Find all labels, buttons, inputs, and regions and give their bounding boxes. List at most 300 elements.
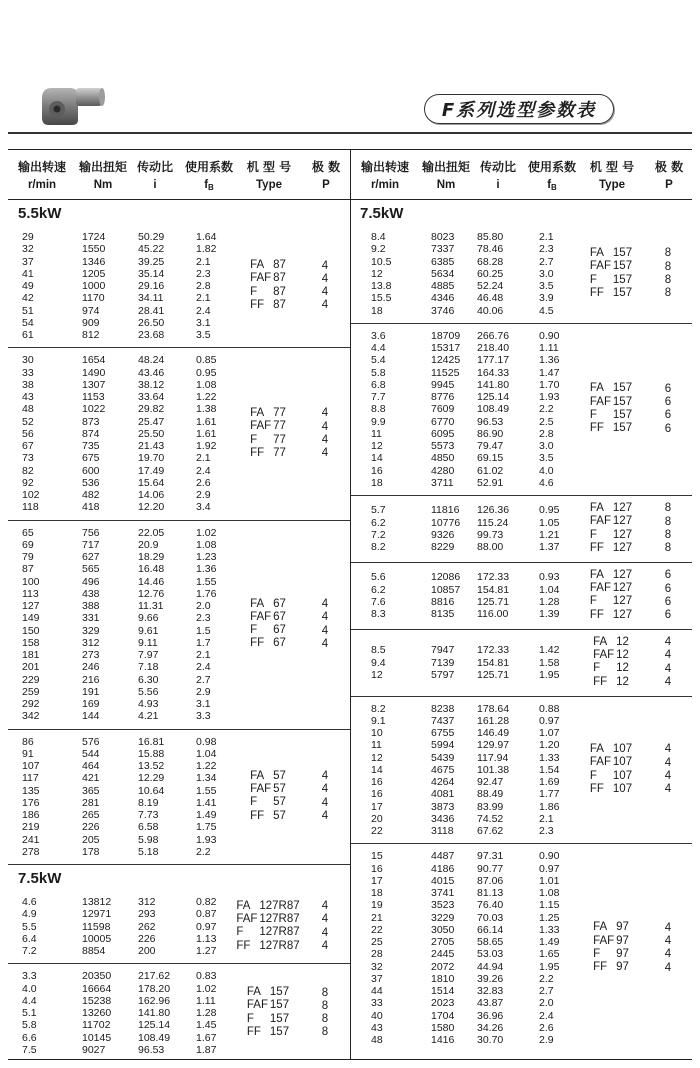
table-row (351, 644, 565, 656)
table-row (351, 608, 565, 620)
model-type-column (565, 247, 657, 301)
output-torque-cell: 438 (82, 587, 100, 600)
service-factor-cell: 1.82 (196, 243, 217, 256)
group-rows (351, 703, 565, 838)
output-torque-cell: 812 (82, 329, 100, 341)
service-factor-cell: 0.98 (196, 735, 217, 748)
output-speed-cell: 69 (22, 538, 34, 551)
ratio-cell: 146.49 (477, 727, 510, 740)
group-rows (351, 644, 565, 681)
ratio-cell: 154.81 (477, 583, 510, 596)
output-speed-cell: 5.8 (371, 366, 386, 379)
service-factor-cell: 1.39 (539, 608, 560, 621)
ratio-cell: 125.71 (477, 668, 510, 681)
model-type-series: FF (250, 637, 268, 650)
ratio-cell: 19.70 (138, 452, 165, 465)
group-rows (351, 231, 565, 317)
table-row (8, 674, 222, 686)
table-row (351, 715, 565, 727)
service-factor-cell: 1.11 (539, 342, 559, 354)
service-factor-cell: 3.0 (539, 440, 554, 452)
pole-count: 4 (664, 649, 672, 662)
model-type-series: FF (246, 1026, 265, 1039)
output-speed-cell: 8.2 (371, 541, 386, 554)
output-speed-cell: 33 (371, 997, 383, 1010)
ratio-cell: 116.00 (477, 608, 509, 621)
table-row (8, 292, 222, 304)
output-speed-cell: 32 (371, 960, 383, 973)
service-factor-cell: 1.34 (196, 772, 217, 785)
model-type (250, 259, 286, 272)
output-torque-cell: 7139 (431, 656, 455, 669)
model-type (236, 926, 299, 939)
service-factor-cell: 0.93 (539, 571, 560, 584)
pole-count-column (314, 260, 336, 313)
ratio-cell: 177.17 (477, 354, 510, 367)
model-type-size: 57 (273, 769, 286, 782)
output-torque-cell: 265 (82, 809, 100, 821)
service-factor-cell: 1.93 (539, 391, 560, 403)
output-speed-cell: 6.2 (371, 516, 386, 529)
model-type (590, 515, 632, 528)
model-type-size: 57 (273, 809, 286, 822)
output-speed-cell: 37 (22, 255, 34, 268)
table-row (8, 945, 222, 957)
output-torque-cell: 18709 (431, 329, 461, 342)
header-service-factor-unit (181, 177, 237, 193)
model-type-series: FAF (246, 999, 268, 1012)
model-type-series: FF (589, 286, 608, 299)
output-torque-cell: 8023 (431, 231, 455, 243)
header-model-type-unit (239, 177, 299, 193)
output-speed-cell: 6.4 (22, 932, 37, 945)
output-torque-cell: 874 (82, 427, 100, 440)
pole-count: 4 (321, 447, 329, 460)
header-service-factor-unit-text: f (547, 179, 552, 191)
model-type-series: FF (250, 809, 268, 822)
model-type-list (590, 502, 632, 555)
output-torque-cell: 8776 (431, 391, 455, 403)
ratio-cell: 125.71 (477, 595, 510, 608)
model-type (590, 569, 632, 582)
pole-count: 6 (664, 422, 672, 435)
table-row (8, 1044, 222, 1056)
model-type-series: F (589, 528, 601, 541)
model-type (590, 274, 632, 287)
model-type-series: F (250, 796, 261, 809)
header-output-speed-label: 输出转速 (360, 160, 409, 174)
service-factor-cell: 2.6 (196, 476, 211, 489)
model-type (236, 913, 299, 926)
output-torque-cell: 909 (82, 316, 100, 329)
model-type-series: F (593, 948, 604, 961)
output-torque-cell: 13812 (82, 896, 112, 908)
model-type-size: 127 (612, 528, 633, 541)
pole-count: 4 (664, 743, 672, 756)
ratio-cell: 34.11 (138, 292, 164, 305)
service-factor-cell: 2.1 (196, 452, 211, 465)
output-speed-cell: 158 (22, 636, 40, 649)
output-torque-cell: 3746 (431, 304, 455, 317)
output-torque-cell: 627 (82, 551, 100, 563)
service-factor-cell: 1.93 (196, 833, 217, 846)
service-factor-cell: 1.04 (196, 747, 217, 760)
model-type (247, 999, 289, 1012)
selection-group (351, 630, 692, 697)
ratio-cell: 11.31 (138, 600, 164, 612)
table-row (8, 452, 222, 464)
output-torque-cell: 7437 (431, 714, 455, 727)
output-torque-cell: 1205 (82, 267, 106, 280)
output-speed-cell: 16 (371, 776, 383, 789)
model-type-series: FA (250, 769, 267, 782)
output-speed-cell: 3.6 (371, 329, 386, 342)
pole-count: 4 (664, 770, 672, 783)
output-torque-cell: 600 (82, 464, 100, 477)
model-type (590, 542, 632, 555)
service-factor-cell: 2.9 (196, 685, 211, 698)
output-speed-cell: 127 (22, 600, 40, 612)
service-factor-cell: 2.1 (539, 812, 554, 825)
selection-group (8, 348, 350, 520)
ratio-cell: 33.64 (138, 391, 165, 403)
model-type-series: FA (250, 597, 267, 610)
model-type (593, 662, 629, 675)
table-row (8, 933, 222, 945)
column-header (351, 150, 692, 200)
model-type-series: FAF (589, 582, 611, 595)
model-type-size: 107 (612, 743, 633, 756)
table-row (351, 973, 565, 985)
model-type-series: FF (250, 446, 268, 459)
output-speed-cell: 9.2 (371, 243, 386, 256)
output-speed-cell: 48 (371, 1034, 383, 1047)
service-factor-cell: 2.8 (196, 280, 211, 292)
output-speed-cell: 7.2 (371, 528, 386, 541)
model-type (590, 260, 632, 273)
output-speed-cell: 8.3 (371, 608, 386, 621)
table-row (8, 256, 222, 268)
output-torque-cell: 873 (82, 415, 100, 428)
model-type-size: 157 (269, 1012, 290, 1025)
output-speed-cell: 21 (371, 911, 383, 924)
model-type (593, 948, 629, 961)
table-row (351, 342, 565, 354)
table-row (8, 428, 222, 440)
table-row (351, 887, 565, 899)
model-type-series: FAF (593, 649, 615, 662)
ratio-cell: 81.13 (477, 887, 504, 900)
ratio-cell: 78.46 (477, 243, 504, 256)
model-type-column (222, 259, 314, 313)
page-title (424, 94, 614, 124)
output-speed-cell: 8.8 (371, 403, 386, 416)
model-type (590, 287, 632, 300)
table-row (351, 727, 565, 739)
pole-count: 4 (664, 756, 672, 769)
pole-count-column (657, 636, 679, 689)
service-factor-cell: 2.4 (539, 1009, 554, 1022)
output-torque-cell: 8135 (431, 608, 455, 621)
header-service-factor-subscript: B (551, 183, 557, 192)
table-row (351, 477, 565, 489)
model-type-size: 12 (616, 662, 629, 675)
service-factor-cell: 1.58 (539, 656, 560, 669)
output-speed-cell: 16 (371, 862, 383, 875)
table-row (351, 403, 565, 415)
output-speed-cell: 100 (22, 575, 40, 588)
ratio-cell: 141.80 (477, 378, 510, 391)
service-factor-cell: 1.49 (539, 936, 560, 949)
table-row (351, 1034, 565, 1046)
table-row (8, 243, 222, 255)
table-row (351, 584, 565, 596)
model-type-size: 97 (616, 934, 629, 947)
table-row (8, 809, 222, 821)
model-type-series: FA (589, 502, 607, 514)
output-torque-cell: 312 (82, 636, 100, 649)
model-type-size: 12 (616, 675, 629, 688)
model-type-size: 127R87 (259, 926, 300, 939)
selection-group (351, 563, 692, 630)
table-row (8, 465, 222, 477)
model-type (593, 921, 629, 934)
ratio-cell: 5.18 (138, 845, 159, 858)
output-torque-cell: 1346 (82, 255, 106, 268)
output-speed-cell: 29 (22, 231, 34, 243)
output-torque-cell: 4280 (431, 464, 455, 477)
ratio-cell: 12.29 (138, 772, 165, 785)
ratio-cell: 28.41 (138, 304, 165, 317)
service-factor-cell: 2.7 (539, 255, 554, 268)
header-ratio-unit (475, 177, 521, 193)
service-factor-cell: 0.95 (539, 504, 560, 517)
pole-count: 8 (664, 273, 672, 286)
output-torque-cell: 464 (82, 760, 100, 772)
parameter-table (8, 149, 692, 1060)
output-speed-cell: 48 (22, 403, 34, 416)
model-type (247, 1026, 289, 1039)
model-type (590, 422, 632, 435)
service-factor-cell: 2.3 (196, 612, 211, 625)
ratio-cell: 217.62 (138, 970, 171, 983)
service-factor-cell: 1.33 (539, 751, 560, 764)
table-row (351, 948, 565, 960)
output-torque-cell: 1724 (82, 231, 106, 243)
service-factor-cell: 1.37 (539, 541, 560, 554)
service-factor-cell: 1.20 (539, 739, 560, 752)
pole-count: 4 (321, 286, 329, 299)
table-row (351, 1010, 565, 1022)
header-output-speed-unit (13, 177, 71, 193)
table-row (8, 576, 222, 588)
ratio-cell: 293 (138, 908, 156, 921)
model-type (590, 529, 632, 542)
table-row (8, 785, 222, 797)
ratio-cell: 46.48 (477, 292, 504, 305)
output-speed-cell: 91 (22, 747, 34, 760)
table-row (351, 596, 565, 608)
output-torque-cell: 496 (82, 575, 100, 588)
model-type (236, 900, 299, 913)
table-row (351, 985, 565, 997)
model-type (590, 502, 632, 515)
output-torque-cell: 4850 (431, 452, 455, 465)
service-factor-cell: 1.13 (196, 932, 217, 945)
output-torque-cell: 421 (82, 772, 100, 785)
model-type (590, 582, 632, 595)
model-type-size: 157 (269, 1026, 290, 1039)
ratio-cell: 30.70 (477, 1034, 504, 1047)
service-factor-cell: 0.95 (196, 366, 217, 379)
output-speed-cell: 176 (22, 796, 40, 809)
output-speed-cell: 5.7 (371, 504, 386, 517)
output-speed-cell: 52 (22, 415, 34, 428)
service-factor-cell: 1.28 (539, 595, 560, 608)
output-torque-cell: 1514 (431, 985, 455, 998)
header-model-type-unit-text: Type (599, 179, 625, 191)
ratio-cell: 154.81 (477, 656, 510, 669)
ratio-cell: 58.65 (477, 936, 504, 949)
table-row (351, 739, 565, 751)
header-pole-count-unit (649, 177, 689, 193)
output-speed-cell: 43 (371, 1021, 383, 1034)
ratio-cell: 83.99 (477, 800, 504, 813)
selection-group (8, 730, 350, 866)
pole-count: 4 (664, 935, 672, 948)
model-type-list (250, 259, 286, 312)
model-type-series: FA (250, 406, 267, 419)
pole-count: 6 (664, 382, 672, 395)
pole-count-column (314, 407, 336, 460)
ratio-cell: 23.68 (138, 329, 165, 341)
ratio-cell: 35.14 (138, 267, 165, 280)
model-type-list (590, 247, 632, 300)
output-speed-cell: 56 (22, 427, 34, 440)
pole-count: 4 (321, 624, 329, 637)
service-factor-cell: 1.47 (539, 366, 560, 379)
model-type-list (250, 407, 286, 460)
header-output-speed-unit (356, 177, 414, 193)
header-output-torque-label: 输出扭矩 (78, 160, 127, 174)
ratio-cell: 141.80 (138, 1007, 171, 1019)
output-speed-cell: 10.5 (371, 255, 392, 268)
service-factor-cell: 2.1 (196, 292, 211, 305)
output-torque-cell: 9027 (82, 1043, 106, 1056)
output-torque-cell: 717 (82, 538, 100, 551)
output-speed-cell: 33 (22, 366, 34, 379)
ratio-cell: 12.76 (138, 587, 165, 600)
model-type-column (222, 900, 314, 954)
pole-count: 6 (664, 609, 672, 622)
pole-count: 4 (321, 637, 329, 650)
pole-count: 8 (664, 247, 672, 260)
ratio-cell: 52.91 (477, 476, 504, 489)
header-output-torque-unit-text: Nm (93, 179, 113, 191)
model-type-size: 67 (273, 624, 286, 637)
table-row (8, 354, 222, 366)
output-torque-cell: 5573 (431, 440, 455, 452)
model-type-column (222, 986, 314, 1040)
service-factor-cell: 4.6 (539, 476, 554, 489)
output-speed-cell: 14 (371, 452, 383, 465)
header-ratio-label: 传动比 (136, 160, 173, 174)
pole-count: 6 (664, 409, 672, 422)
ratio-cell: 48.24 (138, 354, 165, 367)
model-type (250, 407, 286, 420)
ratio-cell: 66.14 (477, 923, 504, 936)
header-pole-count-unit (306, 177, 346, 193)
ratio-cell: 6.30 (138, 673, 159, 686)
ratio-cell: 79.47 (477, 440, 504, 452)
ratio-cell: 164.33 (477, 366, 510, 379)
ratio-cell: 108.49 (477, 403, 510, 416)
model-type (250, 770, 286, 783)
table-row (8, 501, 222, 513)
table-row (351, 669, 565, 681)
service-factor-cell: 1.08 (539, 887, 560, 900)
service-factor-cell: 2.3 (539, 243, 554, 256)
output-speed-cell: 20 (371, 812, 383, 825)
model-type-size: 127 (612, 541, 633, 554)
output-torque-cell: 205 (82, 833, 100, 846)
header-ratio-unit (132, 177, 178, 193)
table-row (351, 813, 565, 825)
output-torque-cell: 4885 (431, 280, 455, 292)
model-type (590, 770, 632, 783)
service-factor-cell: 1.21 (539, 528, 560, 541)
output-speed-cell: 117 (22, 772, 39, 785)
output-torque-cell: 3436 (431, 812, 455, 825)
table-row (8, 231, 222, 243)
service-factor-cell: 2.0 (539, 997, 554, 1010)
group-rows (8, 354, 222, 513)
service-factor-cell: 2.6 (539, 1021, 554, 1034)
pole-count: 8 (664, 502, 672, 515)
pole-count: 4 (664, 948, 672, 961)
ratio-cell: 26.50 (138, 316, 165, 329)
model-type-list (593, 921, 629, 974)
ratio-cell: 68.28 (477, 255, 504, 268)
output-torque-cell: 11598 (82, 920, 111, 933)
ratio-cell: 312 (138, 896, 156, 908)
model-type-size: 127 (612, 582, 633, 595)
output-torque-cell: 331 (82, 612, 100, 625)
model-type-size: 67 (273, 637, 286, 650)
output-speed-cell: 4.0 (22, 982, 37, 995)
header-model-type-label: 机 型 号 (246, 160, 292, 174)
table-row (8, 612, 222, 624)
service-factor-cell: 1.41 (196, 796, 217, 809)
output-speed-cell: 16 (371, 464, 383, 477)
model-type (250, 272, 286, 285)
output-torque-cell: 4487 (431, 850, 455, 863)
ratio-cell: 96.53 (477, 415, 504, 428)
output-torque-cell: 1654 (82, 354, 106, 367)
output-speed-cell: 181 (22, 649, 40, 661)
header-service-factor-unit-text: f (204, 179, 209, 191)
pole-count: 4 (321, 299, 329, 312)
pole-count: 4 (321, 272, 329, 285)
ratio-cell: 125.14 (138, 1019, 171, 1032)
ratio-cell: 10.64 (138, 784, 165, 797)
output-speed-cell: 219 (22, 821, 40, 834)
service-factor-cell: 1.64 (196, 231, 217, 243)
pole-count: 4 (321, 407, 329, 420)
output-speed-cell: 15.5 (371, 292, 392, 305)
ratio-cell: 7.73 (138, 809, 159, 821)
pole-count: 4 (321, 611, 329, 624)
